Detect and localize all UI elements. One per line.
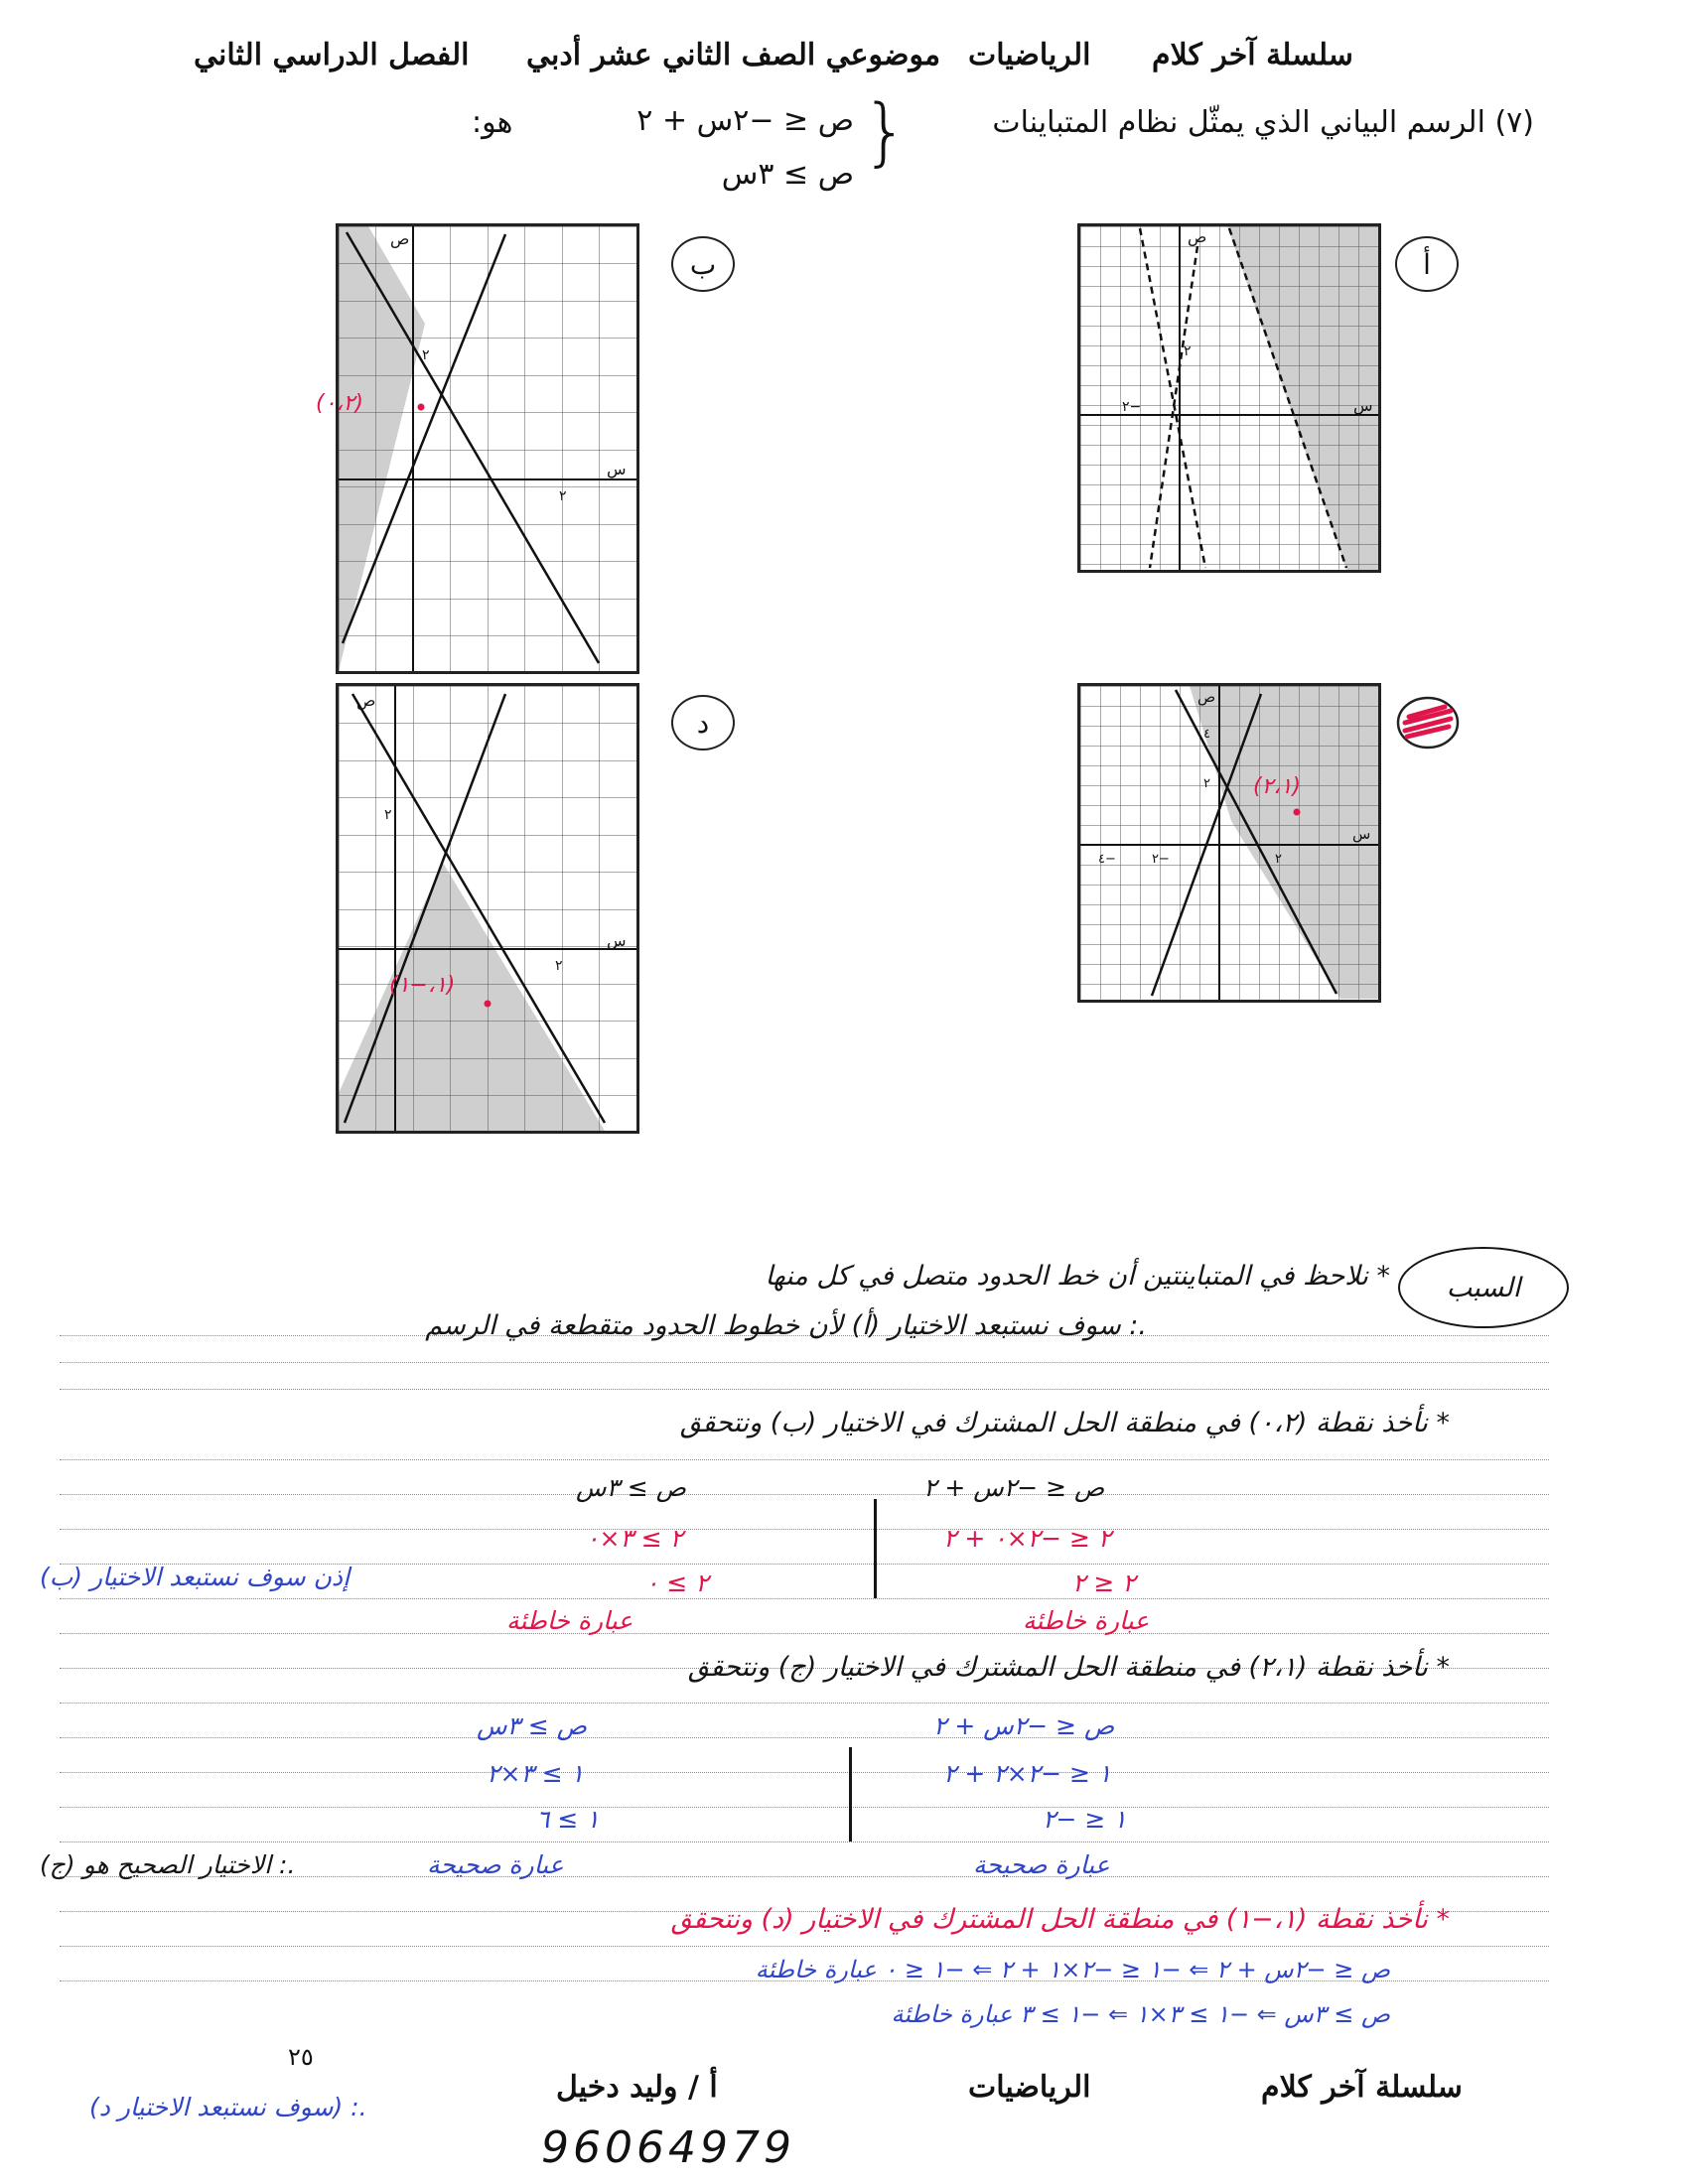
graph-option-d: [336, 683, 639, 1134]
header-term: الفصل الدراسي الثاني: [194, 38, 470, 72]
b-exclude-note: إذن سوف نستبعد الاختيار (ب): [40, 1563, 351, 1591]
graph-option-c: [1077, 683, 1381, 1003]
tick-two-x: ٢: [555, 958, 563, 974]
tick-two-x: ٢: [559, 488, 567, 504]
c-check-left-2: ١ ≥ ٣×٢: [487, 1759, 585, 1788]
header-series: سلسلة آخر كلام: [1152, 38, 1353, 72]
option-a-badge: أ: [1395, 236, 1459, 292]
footer-phone: 96064979: [541, 2122, 795, 2173]
d-check-row-2: ص ≥ ٣س ⇐ −١ ≥ ٣×١ ⇐ −١ ≥ ٣ عبارة خاطئة: [891, 2000, 1390, 2028]
tick-four: ٤: [1203, 727, 1210, 742]
point-label-c: (٢،١): [1253, 774, 1301, 799]
b-check-divider: [874, 1499, 877, 1598]
reason-bubble: [1398, 1247, 1569, 1328]
question-inequality-2: ص ≥ ٣س: [721, 157, 854, 192]
option-d-badge: د: [671, 695, 735, 751]
tick-two-y: ٢: [384, 807, 392, 823]
footer-teacher: أ / وليد دخيل: [556, 2070, 718, 2105]
c-check-left-1: ص ≥ ٣س: [477, 1711, 588, 1740]
b-check-right-1: ص ≤ −٢س + ٢: [923, 1473, 1105, 1502]
b-check-left-1: ص ≥ ٣س: [576, 1473, 687, 1502]
c-check-right-3: ١ ≤ −٢: [1043, 1805, 1127, 1834]
solution-line-5: * نأخذ نقطة (١،−١) في منطقة الحل المشترك في الاختيار (د) ونتحقق: [670, 1904, 1450, 1935]
c-check-divider: [849, 1747, 852, 1842]
header-subject: الرياضيات: [968, 38, 1091, 72]
footer-subject: الرياضيات: [968, 2070, 1091, 2105]
graph-option-a: [1077, 223, 1381, 573]
test-point-b: [418, 404, 425, 411]
y-axis-label: ص: [1197, 688, 1216, 706]
y-axis-label: ص: [356, 691, 376, 710]
tick-two-y: ٢: [1203, 776, 1210, 791]
reason-label: السبب: [1446, 1272, 1521, 1303]
point-label-d: (١،−١): [389, 973, 456, 998]
correct-answer-note: .: الاختيار الصحيح هو (ج): [40, 1850, 296, 1879]
solution-line-2: .: سوف نستبعد الاختيار (أ) لأن خطوط الحدود متقطعة في الرسم: [425, 1310, 1147, 1341]
b-check-right-2: ٢ ≤ −٢×٠ + ٢: [943, 1524, 1112, 1553]
c-check-right-4: عبارة صحيحة: [973, 1850, 1110, 1879]
test-point-c: [1294, 809, 1301, 816]
y-axis-label: ص: [1188, 227, 1207, 246]
solution-line-3: * نأخذ نقطة (٠،٢) في منطقة الحل المشترك في الاختيار (ب) ونتحقق: [679, 1408, 1450, 1438]
b-check-right-3: ٢ ≤ ٢: [1072, 1569, 1136, 1597]
tick-neg-two: ٢−: [1152, 852, 1170, 867]
d-check-row-1: ص ≤ −٢س + ٢ ⇐ −١ ≤ −٢×١ + ٢ ⇐ −١ ≤ ٠ عبارة خاطئة: [755, 1956, 1390, 1983]
footer-page-number: ٢٥: [288, 2043, 314, 2071]
question-suffix: هو:: [472, 105, 513, 140]
b-check-left-4: عبارة خاطئة: [506, 1606, 633, 1635]
tick-two: ٢: [1184, 343, 1192, 359]
solution-line-1: * نلاحظ في المتباينتين أن خط الحدود متصل في كل منها: [765, 1261, 1390, 1292]
system-brace: }: [862, 89, 910, 175]
d-exclude-note: .: (سوف نستبعد الاختيار د): [89, 2093, 367, 2121]
x-axis-label: س: [1352, 825, 1371, 843]
point-label-b: (٠،٢): [316, 391, 363, 416]
c-check-left-3: ١ ≥ ٦: [536, 1805, 600, 1834]
x-axis-label: س: [1353, 396, 1373, 415]
question-inequality-1: ص ≤ −٢س + ٢: [636, 103, 854, 138]
graph-option-b: [336, 223, 639, 674]
option-b-badge: ب: [671, 236, 735, 292]
x-axis-label: س: [607, 931, 627, 950]
b-check-left-2: ٢ ≥ ٣×٠: [586, 1524, 684, 1553]
tick-neg-four: ٤−: [1098, 852, 1116, 867]
y-axis-label: ص: [390, 229, 410, 248]
b-check-right-4: عبارة خاطئة: [1023, 1606, 1150, 1635]
c-check-left-4: عبارة صحيحة: [427, 1850, 564, 1879]
test-point-d: [485, 1001, 492, 1008]
question-text: (٧) الرسم البياني الذي يمثّل نظام المتباينات: [992, 105, 1534, 140]
header-grade: موضوعي الصف الثاني عشر أدبي: [526, 38, 941, 72]
tick-two-x: ٢: [1275, 852, 1282, 867]
c-check-right-1: ص ≤ −٢س + ٢: [933, 1711, 1115, 1740]
x-axis-label: س: [607, 460, 627, 478]
tick-two-y: ٢: [422, 347, 430, 363]
b-check-left-3: ٢ ≥ ٠: [645, 1569, 709, 1597]
c-check-right-2: ١ ≤ −٢×٢ + ٢: [943, 1759, 1112, 1788]
option-c-badge: [1395, 695, 1461, 751]
solution-line-4: * نأخذ نقطة (٢،١) في منطقة الحل المشترك في الاختيار (ج) ونتحقق: [687, 1652, 1450, 1683]
tick-neg-two: ٢−: [1122, 399, 1142, 415]
option-c-scribble-icon: [1395, 695, 1461, 751]
footer-series: سلسلة آخر كلام: [1261, 2070, 1463, 2105]
